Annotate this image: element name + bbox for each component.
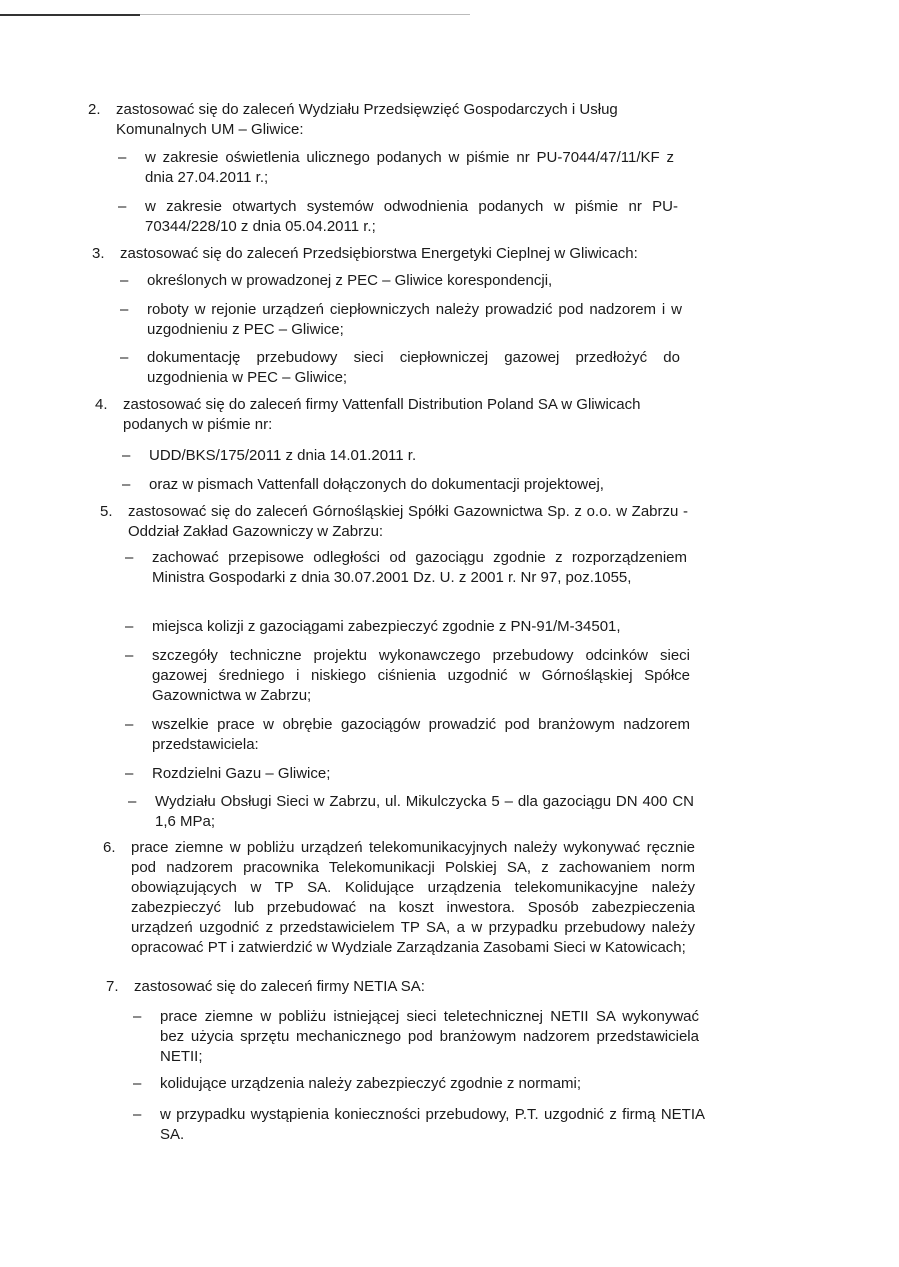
dash-bullet: –	[118, 149, 127, 166]
sub-item	[120, 300, 682, 340]
list-item-4	[95, 395, 695, 435]
sub-item	[120, 271, 680, 291]
list-item-3	[92, 244, 692, 264]
dash-bullet: –	[120, 301, 129, 318]
sub-item-text: miejsca kolizji z gazociągami zabezpieczyć zgodnie z PN-91/M-34501,	[152, 618, 621, 635]
dash-bullet: –	[133, 1106, 142, 1123]
dash-bullet: –	[125, 716, 134, 733]
item-number: 7.	[106, 978, 119, 995]
dash-bullet: –	[120, 272, 129, 289]
dash-bullet: –	[125, 765, 134, 782]
item-text: zastosować się do zaleceń Wydziału Przedsięwzięć Gospodarczych i Usług Komunalnych UM – Gliwice:	[116, 101, 618, 138]
list-item-6	[103, 838, 695, 958]
sub-item	[118, 197, 678, 237]
item-text: zastosować się do zaleceń Górnośląskiej Spółki Gazownictwa Sp. z o.o. w Zabrzu - Oddział Zakład Gazowniczy w Zabrzu:	[128, 503, 688, 540]
list-item-5	[100, 502, 688, 542]
sub-item	[122, 446, 682, 466]
dash-bullet: –	[122, 476, 131, 493]
dash-bullet: –	[120, 349, 129, 366]
sub-item	[120, 348, 680, 388]
sub-item-text: wszelkie prace w obrębie gazociągów prowadzić pod branżowym nadzorem przedstawiciela:	[152, 716, 690, 753]
sub-item	[122, 475, 692, 495]
item-text: zastosować się do zaleceń firmy Vattenfall Distribution Poland SA w Gliwicach podanych w piśmie nr:	[123, 396, 641, 433]
sub-item-text: oraz w pismach Vattenfall dołączonych do dokumentacji projektowej,	[149, 476, 604, 493]
sub-item-text: dokumentację przebudowy sieci ciepłowniczej gazowej przedłożyć do uzgodnienia w PEC – Gliwice;	[147, 349, 680, 386]
sub-item-text: prace ziemne w pobliżu istniejącej sieci teletechnicznej NETII SA wykonywać bez użycia sprzętu mechanicznego pod branżowym nadzorem przedstawiciela NETII;	[160, 1008, 699, 1065]
sub-item-text: określonych w prowadzonej z PEC – Gliwice korespondencji,	[147, 272, 553, 289]
dash-bullet: –	[128, 793, 137, 810]
list-item-7	[106, 977, 696, 997]
dash-bullet: –	[133, 1008, 142, 1025]
sub-item-text: szczegóły techniczne projektu wykonawczego przebudowy odcinków sieci gazowej średniego i niskiego ciśnienia uzgodnić w Górnośląskiej Spółce Gazownictwa w Zabrzu;	[152, 647, 690, 704]
sub-item	[133, 1105, 705, 1145]
sub-item-text: kolidujące urządzenia należy zabezpieczyć zgodnie z normami;	[160, 1075, 582, 1092]
dash-bullet: –	[122, 447, 131, 464]
sub-item	[125, 764, 690, 784]
item-text: zastosować się do zaleceń Przedsiębiorstwa Energetyki Cieplnej w Gliwicach:	[120, 245, 638, 262]
item-number: 4.	[95, 396, 108, 413]
sub-item	[125, 617, 690, 637]
dash-bullet: –	[125, 647, 134, 664]
item-number: 3.	[92, 245, 105, 262]
dash-bullet: –	[118, 198, 127, 215]
sub-item	[133, 1074, 699, 1094]
item-text: zastosować się do zaleceń firmy NETIA SA:	[134, 978, 425, 995]
sub-item-text: Wydziału Obsługi Sieci w Zabrzu, ul. Mikulczycka 5 – dla gazociągu DN 400 CN 1,6 MPa;	[155, 793, 694, 830]
dash-bullet: –	[125, 549, 134, 566]
sub-item	[128, 792, 694, 832]
sub-item	[125, 548, 687, 588]
sub-item-text: w zakresie oświetlenia ulicznego podanych w piśmie nr PU-7044/47/11/KF z dnia 27.04.2011 r.;	[145, 149, 674, 186]
scan-top-rule	[0, 14, 140, 16]
item-number: 2.	[88, 101, 101, 118]
item-number: 6.	[103, 839, 116, 856]
sub-item-text: roboty w rejonie urządzeń ciepłowniczych należy prowadzić pod nadzorem i w uzgodnieniu z PEC – Gliwice;	[147, 301, 682, 338]
item-number: 5.	[100, 503, 113, 520]
dash-bullet: –	[133, 1075, 142, 1092]
scan-top-rule-faint	[140, 14, 470, 15]
sub-item-text: w zakresie otwartych systemów odwodnienia podanych w piśmie nr PU-70344/228/10 z dnia 05.04.2011 r.;	[145, 198, 678, 235]
sub-item-text: zachować przepisowe odległości od gazociągu zgodnie z rozporządzeniem Ministra Gospodarki z dnia 30.07.2001 Dz. U. z 2001 r. Nr 97, poz.1055,	[152, 549, 687, 586]
sub-item-text: Rozdzielni Gazu – Gliwice;	[152, 765, 331, 782]
sub-item-text: w przypadku wystąpienia konieczności przebudowy, P.T. uzgodnić z firmą NETIA SA.	[160, 1106, 705, 1143]
sub-item	[125, 715, 690, 755]
sub-item	[133, 1007, 699, 1067]
item-text: prace ziemne w pobliżu urządzeń telekomunikacyjnych należy wykonywać ręcznie pod nadzorem pracownika Telekomunikacji Polskiej SA, z zachowaniem norm obowiązujących w TP SA. Kolidujące urządzenia telekomunikacyjne należy zabezpieczyć lub przebudować na koszt inwestora. Sposób zabezpieczenia urządzeń uzgodnić z przedstawicielem TP SA, a w przypadku przebudowy należy opracować PT i zatwierdzić w Wydziale Zarządzania Zasobami Sieci w Katowicach;	[131, 839, 695, 956]
sub-item	[125, 646, 690, 706]
sub-item	[118, 148, 674, 188]
dash-bullet: –	[125, 618, 134, 635]
sub-item-text: UDD/BKS/175/2011 z dnia 14.01.2011 r.	[149, 447, 417, 464]
list-item-2	[88, 100, 680, 140]
